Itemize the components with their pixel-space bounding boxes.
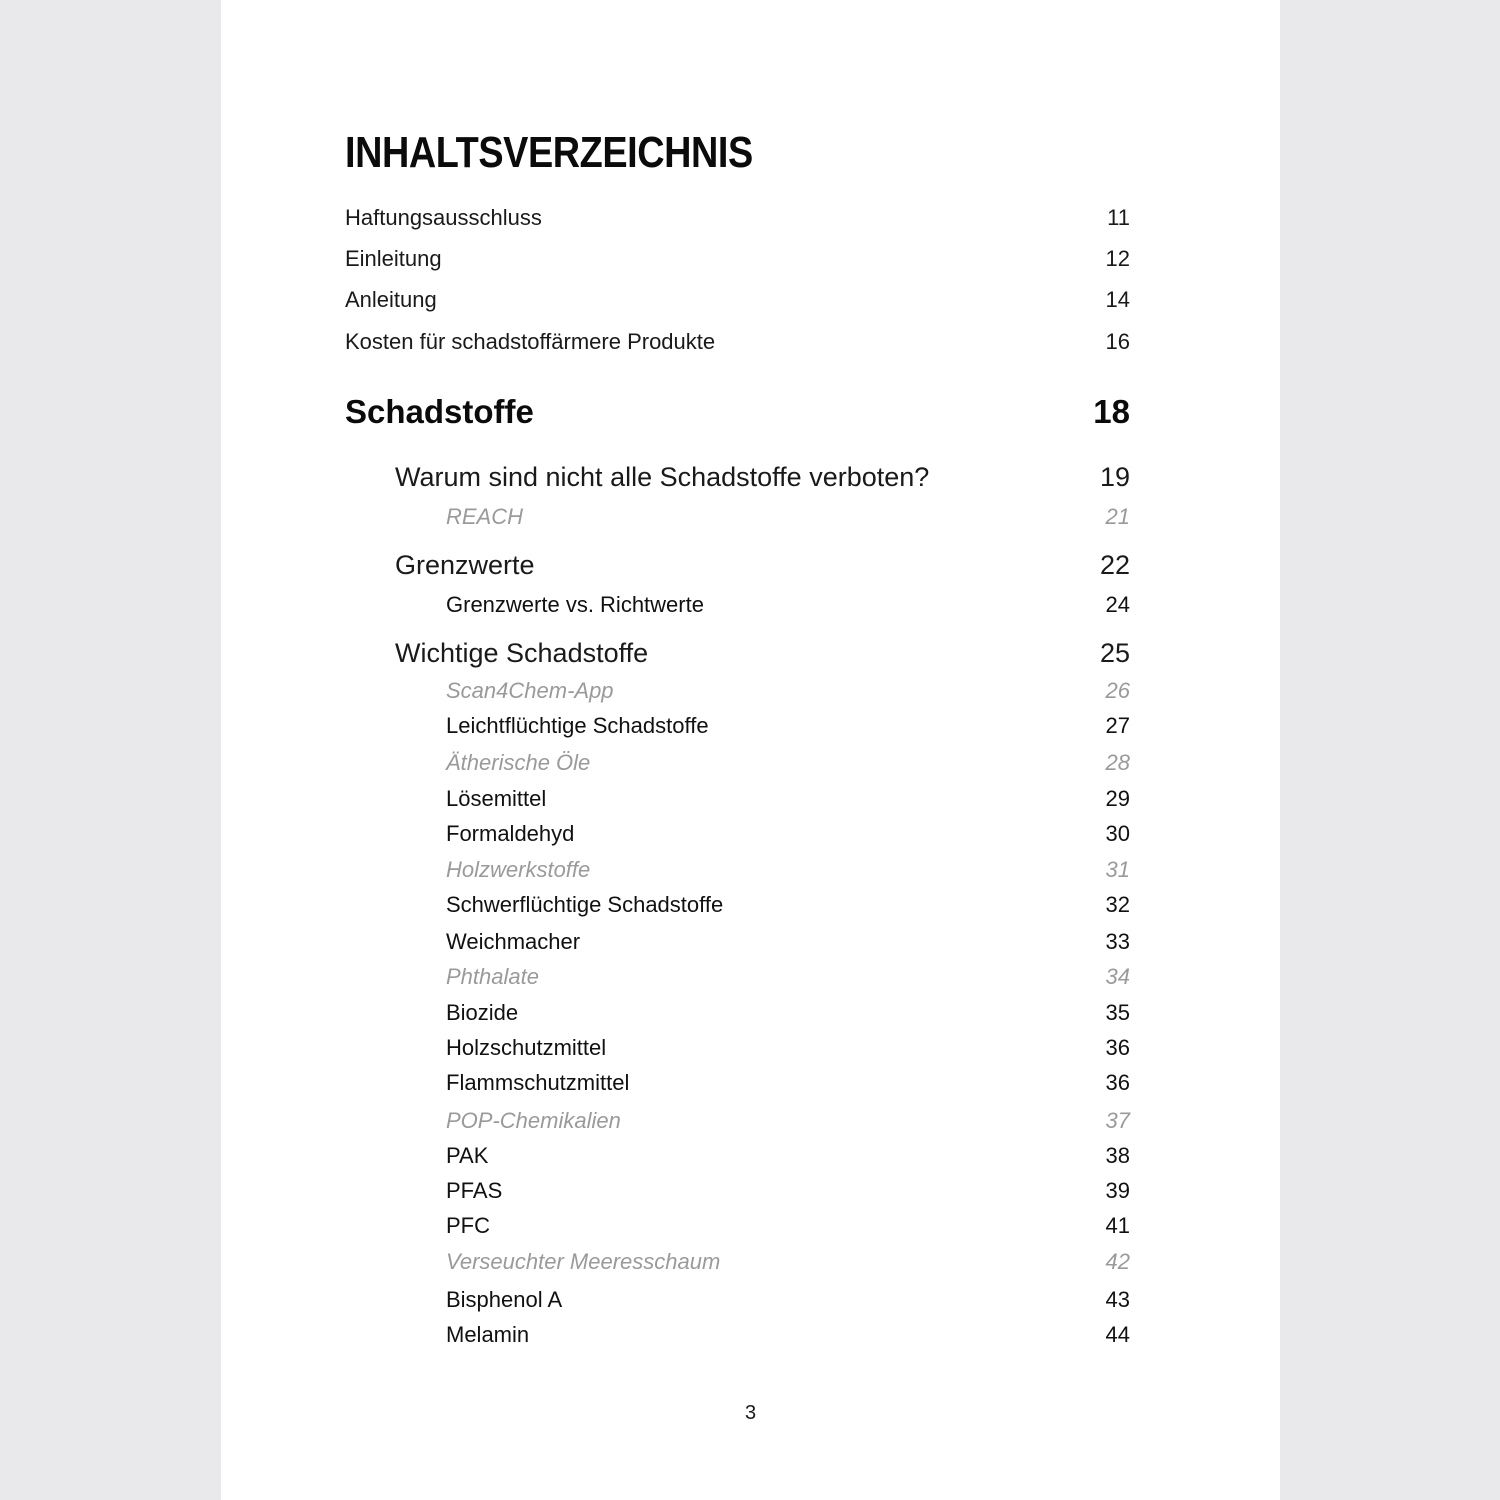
toc-item-label: PFAS	[446, 1178, 503, 1203]
toc-item-pfas[interactable]	[221, 1171, 1280, 1211]
toc-aside-verseuchter-meeresschaum[interactable]	[221, 1242, 1280, 1282]
toc-entry-label: Haftungsausschluss	[345, 205, 542, 230]
toc-item-page: 26	[1105, 678, 1130, 703]
toc-chapter-page: 18	[1093, 393, 1130, 430]
toc-item-page: 34	[1105, 964, 1130, 989]
page-number: 3	[744, 1402, 757, 1424]
toc-item-page: 41	[1105, 1213, 1130, 1238]
toc-item-page: 33	[1105, 929, 1130, 954]
toc-item-loesemittel[interactable]	[221, 779, 1280, 819]
toc-section-grenzwerte[interactable]	[221, 545, 1280, 585]
toc-entry-kosten[interactable]	[221, 322, 1280, 362]
toc-chapter-schadstoffe[interactable]	[221, 392, 1280, 432]
toc-item-label: PAK	[446, 1143, 489, 1168]
toc-entry-label: Kosten für schadstoffärmere Produkte	[345, 329, 716, 354]
toc-item-label: Melamin	[446, 1322, 530, 1347]
toc-aside-scan4chem-app[interactable]	[221, 671, 1280, 711]
toc-item-weichmacher[interactable]	[221, 922, 1280, 962]
toc-entry-anleitung[interactable]	[221, 280, 1280, 320]
toc-item-page: 36	[1105, 1070, 1130, 1095]
toc-item-label: Scan4Chem-App	[446, 678, 614, 703]
toc-item-pfc[interactable]	[221, 1206, 1280, 1246]
toc-item-page: 31	[1105, 857, 1130, 882]
toc-item-label: Phthalate	[446, 964, 539, 989]
toc-entry-page: 11	[1107, 205, 1130, 230]
toc-item-page: 43	[1105, 1287, 1130, 1312]
toc-item-label: Schwerflüchtige Schadstoffe	[446, 892, 724, 917]
toc-aside-aetherische-oele[interactable]	[221, 743, 1280, 783]
toc-item-page: 37	[1105, 1108, 1130, 1133]
toc-item-label: Flammschutzmittel	[446, 1070, 630, 1095]
toc-entry-label: Einleitung	[345, 246, 442, 271]
toc-entry-page: 16	[1105, 329, 1130, 354]
toc-item-holzschutzmittel[interactable]	[221, 1028, 1280, 1068]
toc-item-leichtfluechtige-schadstoffe[interactable]	[221, 706, 1280, 746]
toc-item-label: Leichtflüchtige Schadstoffe	[446, 713, 709, 738]
toc-item-label: Verseuchter Meeresschaum	[446, 1249, 721, 1274]
toc-aside-reach[interactable]	[221, 497, 1280, 537]
toc-item-bisphenol-a[interactable]	[221, 1280, 1280, 1320]
toc-item-label: Bisphenol A	[446, 1287, 563, 1312]
toc-section-label: Grenzwerte	[395, 550, 535, 580]
toc-item-page: 44	[1105, 1322, 1130, 1347]
toc-item-page: 36	[1105, 1035, 1130, 1060]
toc-item-formaldehyd[interactable]	[221, 814, 1280, 854]
toc-item-schwerfluechtige-schadstoffe[interactable]	[221, 885, 1280, 925]
toc-entry-page: 12	[1105, 246, 1130, 271]
toc-item-page: 21	[1105, 504, 1130, 529]
toc-item-page: 29	[1105, 786, 1130, 811]
toc-item-label: Grenzwerte vs. Richtwerte	[446, 592, 704, 617]
toc-item-page: 35	[1105, 1000, 1130, 1025]
toc-item-page: 38	[1105, 1143, 1130, 1168]
toc-title: INHALTSVERZEICHNIS	[345, 128, 753, 177]
toc-aside-phthalate[interactable]	[221, 957, 1280, 997]
toc-item-label: Holzschutzmittel	[446, 1035, 607, 1060]
toc-item-page: 39	[1105, 1178, 1130, 1203]
toc-item-label: REACH	[446, 504, 524, 529]
toc-item-label: Holzwerkstoffe	[446, 857, 591, 882]
toc-section-warum[interactable]	[221, 457, 1280, 497]
toc-item-label: Weichmacher	[446, 929, 581, 954]
document-page	[221, 0, 1280, 1500]
toc-item-page: 28	[1105, 750, 1130, 775]
toc-item-page: 24	[1105, 592, 1130, 617]
toc-item-label: PFC	[446, 1213, 490, 1238]
toc-entry-einleitung[interactable]	[221, 239, 1280, 279]
toc-item-page: 42	[1105, 1249, 1130, 1274]
toc-entry-haftungsausschluss[interactable]	[221, 198, 1280, 238]
toc-item-label: Ätherische Öle	[446, 750, 591, 775]
toc-entry-label: Anleitung	[345, 287, 437, 312]
toc-aside-holzwerkstoffe[interactable]	[221, 850, 1280, 890]
toc-chapter-label: Schadstoffe	[345, 393, 534, 430]
toc-section-page: 19	[1099, 462, 1130, 492]
toc-item-label: Lösemittel	[446, 786, 547, 811]
toc-section-label: Wichtige Schadstoffe	[395, 638, 649, 668]
toc-item-biozide[interactable]	[221, 993, 1280, 1033]
toc-item-page: 32	[1105, 892, 1130, 917]
toc-aside-pop-chemikalien[interactable]	[221, 1101, 1280, 1141]
toc-item-grenzwerte-vs-richtwerte[interactable]	[221, 585, 1280, 625]
toc-section-page: 22	[1099, 550, 1130, 580]
toc-item-label: Formaldehyd	[446, 821, 575, 846]
toc-item-melamin[interactable]	[221, 1315, 1280, 1355]
toc-item-label: Biozide	[446, 1000, 519, 1025]
toc-item-flammschutzmittel[interactable]	[221, 1063, 1280, 1103]
toc-item-page: 27	[1105, 713, 1130, 738]
toc-section-page: 25	[1099, 638, 1130, 668]
toc-section-label: Warum sind nicht alle Schadstoffe verboten?	[395, 462, 930, 492]
toc-item-page: 30	[1105, 821, 1130, 846]
toc-item-pak[interactable]	[221, 1136, 1280, 1176]
toc-item-label: POP-Chemikalien	[446, 1108, 621, 1133]
toc-entry-page: 14	[1105, 287, 1130, 312]
toc-section-wichtige-schadstoffe[interactable]	[221, 633, 1280, 673]
